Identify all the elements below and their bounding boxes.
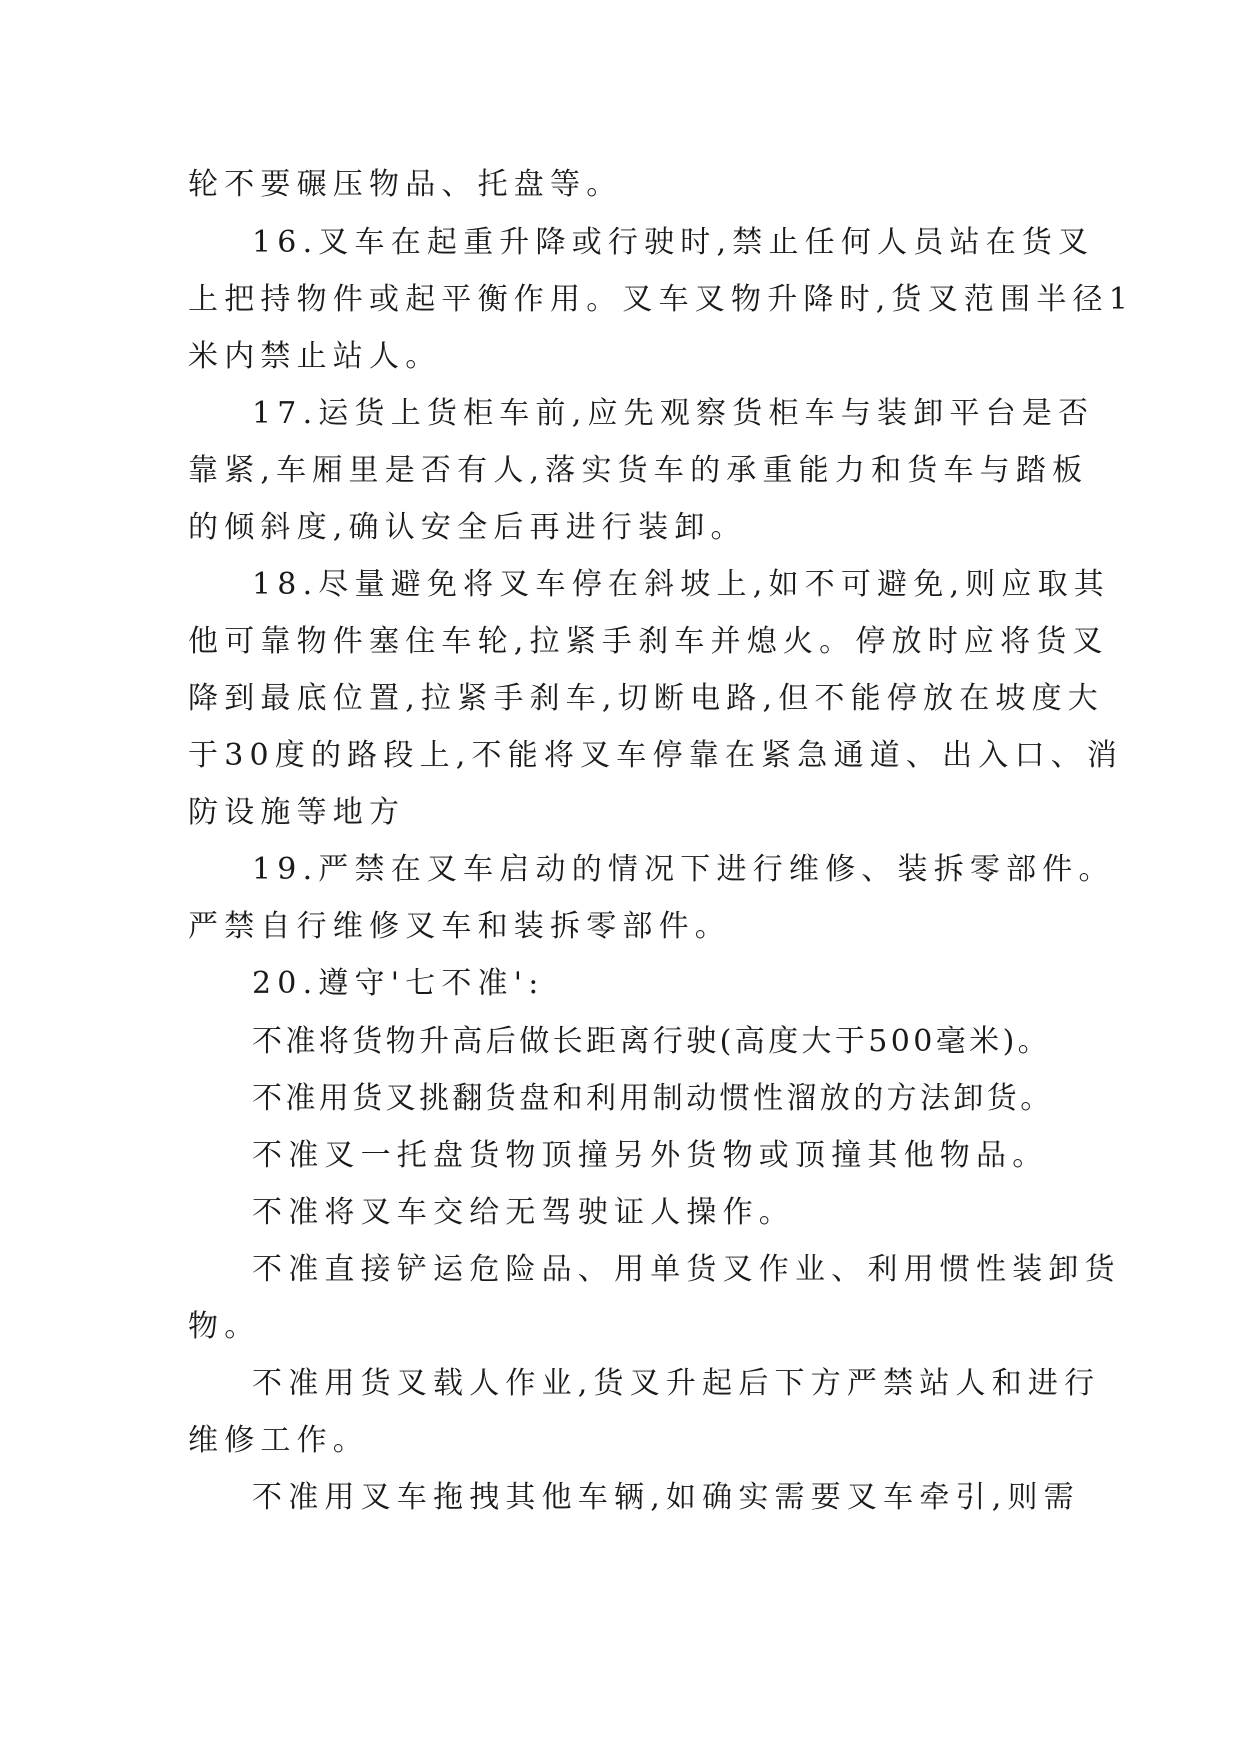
paragraph-17-start: 17.运货上货柜车前,应先观察货柜车与装卸平台是否 <box>252 396 1095 431</box>
text-line: 靠紧,车厢里是否有人,落实货车的承重能力和货车与踏板 <box>188 453 1089 488</box>
text-line: 轮不要碾压物品、托盘等。 <box>188 167 623 202</box>
rule-line: 不准将叉车交给无驾驶证人操作。 <box>252 1195 795 1230</box>
paragraph-16-start: 16.叉车在起重升降或行驶时,禁止任何人员站在货叉 <box>252 225 1095 260</box>
paragraph-19-start: 19.严禁在叉车启动的情况下进行维修、装拆零部件。 <box>252 852 1115 887</box>
rule-line: 不准用货叉挑翻货盘和利用制动惯性溜放的方法卸货。 <box>252 1081 1054 1116</box>
text-line: 防设施等地方 <box>188 795 406 830</box>
text-line: 于30度的路段上,不能将叉车停靠在紧急通道、出入口、消 <box>188 738 1124 773</box>
text-line: 物。 <box>188 1309 261 1344</box>
rule-line: 不准用货叉载人作业,货叉升起后下方严禁站人和进行 <box>252 1366 1101 1401</box>
paragraph-18-start: 18.尽量避免将叉车停在斜坡上,如不可避免,则应取其 <box>252 567 1110 602</box>
rule-line: 不准将货物升高后做长距离行驶(高度大于500毫米)。 <box>252 1024 1052 1059</box>
text-line: 上把持物件或起平衡作用。叉车叉物升降时,货叉范围半径1 <box>188 282 1135 317</box>
text-line: 他可靠物件塞住车轮,拉紧手刹车并熄火。停放时应将货叉 <box>188 624 1109 659</box>
rule-line: 不准直接铲运危险品、用单货叉作业、利用惯性装卸货 <box>252 1252 1121 1287</box>
paragraph-20-start: 20.遵守'七不准': <box>252 966 545 1001</box>
text-line: 严禁自行维修叉车和装拆零部件。 <box>188 909 731 944</box>
rule-line: 不准叉一托盘货物顶撞另外货物或顶撞其他物品。 <box>252 1138 1049 1173</box>
text-line: 降到最底位置,拉紧手刹车,切断电路,但不能停放在坡度大 <box>188 681 1105 716</box>
rule-line: 不准用叉车拖拽其他车辆,如确实需要叉车牵引,则需 <box>252 1480 1080 1515</box>
text-line: 的倾斜度,确认安全后再进行装卸。 <box>188 510 747 545</box>
text-line: 米内禁止站人。 <box>188 339 442 374</box>
text-line: 维修工作。 <box>188 1423 369 1458</box>
